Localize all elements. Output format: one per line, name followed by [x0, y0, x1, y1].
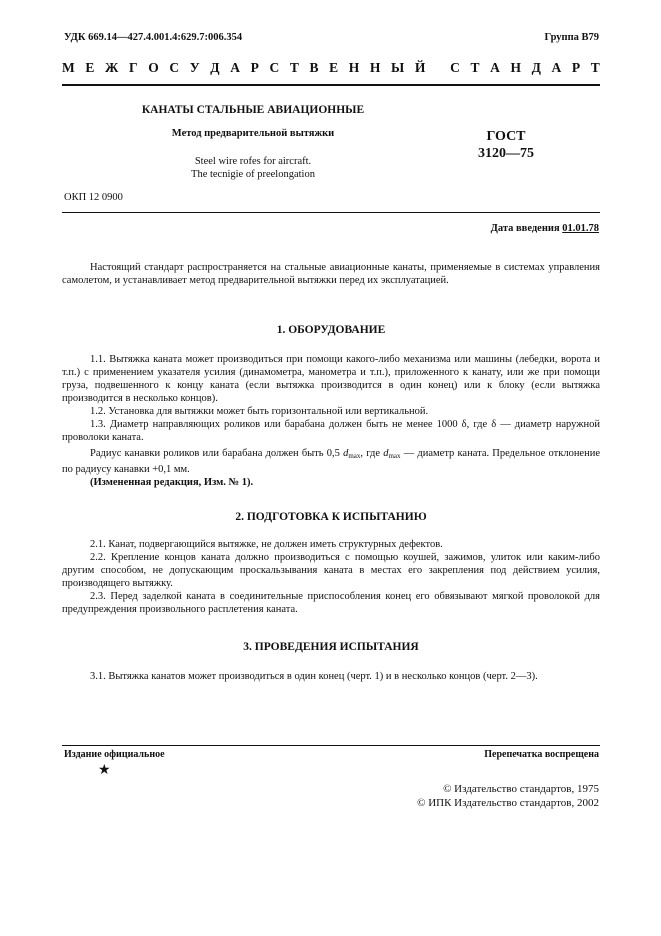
official-edition: Издание официальное: [64, 749, 165, 760]
intro-paragraph: [62, 261, 600, 287]
paragraph-1-2: 1.2. Установка для вытяжки может быть горизонтальной или вертикальной.: [90, 406, 429, 417]
banner-letter: Д: [531, 60, 541, 75]
banner-letter: А: [230, 60, 240, 75]
banner-gap: [436, 60, 439, 76]
radius-text-b: , где: [360, 448, 384, 459]
gost-label: ГОСТ: [486, 129, 526, 144]
banner-letter: В: [309, 60, 319, 75]
section-3-heading: 3. ПРОВЕДЕНИЯ ИСПЫТАНИЯ: [243, 641, 419, 653]
banner-letter: Н: [510, 60, 521, 75]
banner-letter: Ж: [105, 60, 119, 75]
banner-letter: Й: [414, 60, 426, 75]
paragraph-1-3-radius: [62, 447, 600, 476]
banner-letter: Т: [590, 60, 600, 75]
banner-letter: Н: [348, 60, 360, 75]
banner-letter: Р: [250, 60, 259, 75]
copyright-2002: © ИПК Издательство стандартов, 2002: [417, 797, 599, 809]
copyright-block: [417, 782, 599, 810]
paragraph-2-1: 2.1. Канат, подвергающийся вытяжке, не должен иметь структурных дефектов.: [90, 539, 443, 550]
english-title-line1: Steel wire rofes for aircraft.: [194, 156, 312, 167]
banner-letter: С: [450, 60, 460, 75]
title-block: [118, 104, 388, 181]
section-2-heading: 2. ПОДГОТОВКА К ИСПЫТАНИЮ: [235, 511, 427, 523]
group-code: Группа В79: [544, 32, 599, 43]
section-1-heading: 1. ОБОРУДОВАНИЕ: [276, 324, 386, 336]
banner-letter: М: [62, 60, 75, 75]
banner-letter: Т: [289, 60, 299, 75]
reprint-prohibited: Перепечатка воспрещена: [484, 749, 599, 760]
footer-rule: [62, 745, 600, 746]
banner-letter: У: [189, 60, 200, 75]
intro-text: Настоящий стандарт распространяется на стальные авиационные канаты, применяемые в системах управления самолетом, и устанавливает метод предварительной вытяжки перед их эксплуатацией.: [62, 262, 600, 286]
subscript-max: max: [388, 452, 401, 460]
paragraph-2-2: 2.2. Крепление концов каната должно производиться с помощью коушей, зажимов, улиток или каким-либо другим способом, не допускающим проскальзывания каната в местах его закрепления под действием усилия, производящего вытяжку.: [62, 552, 600, 589]
subscript-max: max: [348, 452, 361, 460]
banner-letter: А: [551, 60, 562, 75]
symbol-d: d: [383, 448, 389, 459]
header-rule: [62, 212, 600, 213]
banner-letter: Ы: [391, 60, 405, 75]
paragraph-3-1: 3.1. Вытяжка канатов может производиться в один конец (черт. 1) и в несколько концов (черт. 2—3).: [90, 671, 538, 682]
banner-letter: А: [490, 60, 500, 75]
standard-banner: [62, 60, 600, 76]
banner-rule: [62, 84, 600, 86]
paragraph-1-1: 1.1. Вытяжка каната может производиться при помощи какого-либо механизма или машины (лебедки, ворота и т.п.) с применением указателя усилия (динамометра, манометра и т.п.), приложенного к канату, или же при помощи груза, подвешенного к концу каната (если вытяжка производится в один конец) или к блоку (если вытяжка производится в несколько концов).: [62, 354, 600, 404]
symbol-d: d: [343, 448, 349, 459]
okp-code: ОКП 12 0900: [64, 192, 123, 203]
date-value: 01.01.78: [562, 223, 599, 234]
banner-letter: С: [169, 60, 180, 75]
banner-letter: О: [148, 60, 159, 75]
banner-letter: Т: [470, 60, 480, 75]
banner-letter: Н: [369, 60, 381, 75]
banner-letter: Д: [210, 60, 220, 75]
section-3-body: [62, 670, 600, 683]
section-2-body: [62, 538, 600, 616]
paragraph-2-3: 2.3. Перед заделкой каната в соединительные приспособления конец его обвязывают мягкой проволокой для предупреждения произвольного расплетения каната.: [62, 591, 600, 615]
banner-letter: Р: [571, 60, 581, 75]
gost-code: 3120—75: [478, 146, 534, 161]
udk-code: УДК 669.14—427.4.001.4:629.7:006.354: [64, 32, 243, 43]
radius-text-a: Радиус канавки роликов или барабана должен быть 0,5: [90, 448, 344, 459]
star-icon: ★: [98, 763, 111, 778]
banner-letter: Г: [129, 60, 138, 75]
banner-letter: Е: [329, 60, 339, 75]
english-title: [118, 155, 388, 181]
amendment-note: (Измененная редакция, Изм. № 1).: [90, 477, 254, 488]
english-title-line2: The tecnigie of preelongation: [191, 169, 315, 180]
gost-number: [466, 128, 546, 162]
date-label: Дата введения: [490, 223, 563, 234]
banner-letter: Е: [85, 60, 95, 75]
banner-letter: С: [269, 60, 280, 75]
copyright-1975: © Издательство стандартов, 1975: [443, 783, 599, 795]
effective-date: [491, 223, 599, 234]
document-title: КАНАТЫ СТАЛЬНЫЕ АВИАЦИОННЫЕ: [141, 104, 365, 116]
document-subtitle: Метод предварительной вытяжки: [171, 128, 335, 139]
section-1-body: [62, 353, 600, 489]
radius-text-c: — диаметр каната. Предельное отклонение по радиусу канавки +0,1 мм.: [62, 448, 600, 475]
paragraph-1-3: 1.3. Диаметр направляющих роликов или барабана должен быть не менее 1000 δ, где δ — диаметр наружной проволоки каната.: [62, 419, 600, 443]
